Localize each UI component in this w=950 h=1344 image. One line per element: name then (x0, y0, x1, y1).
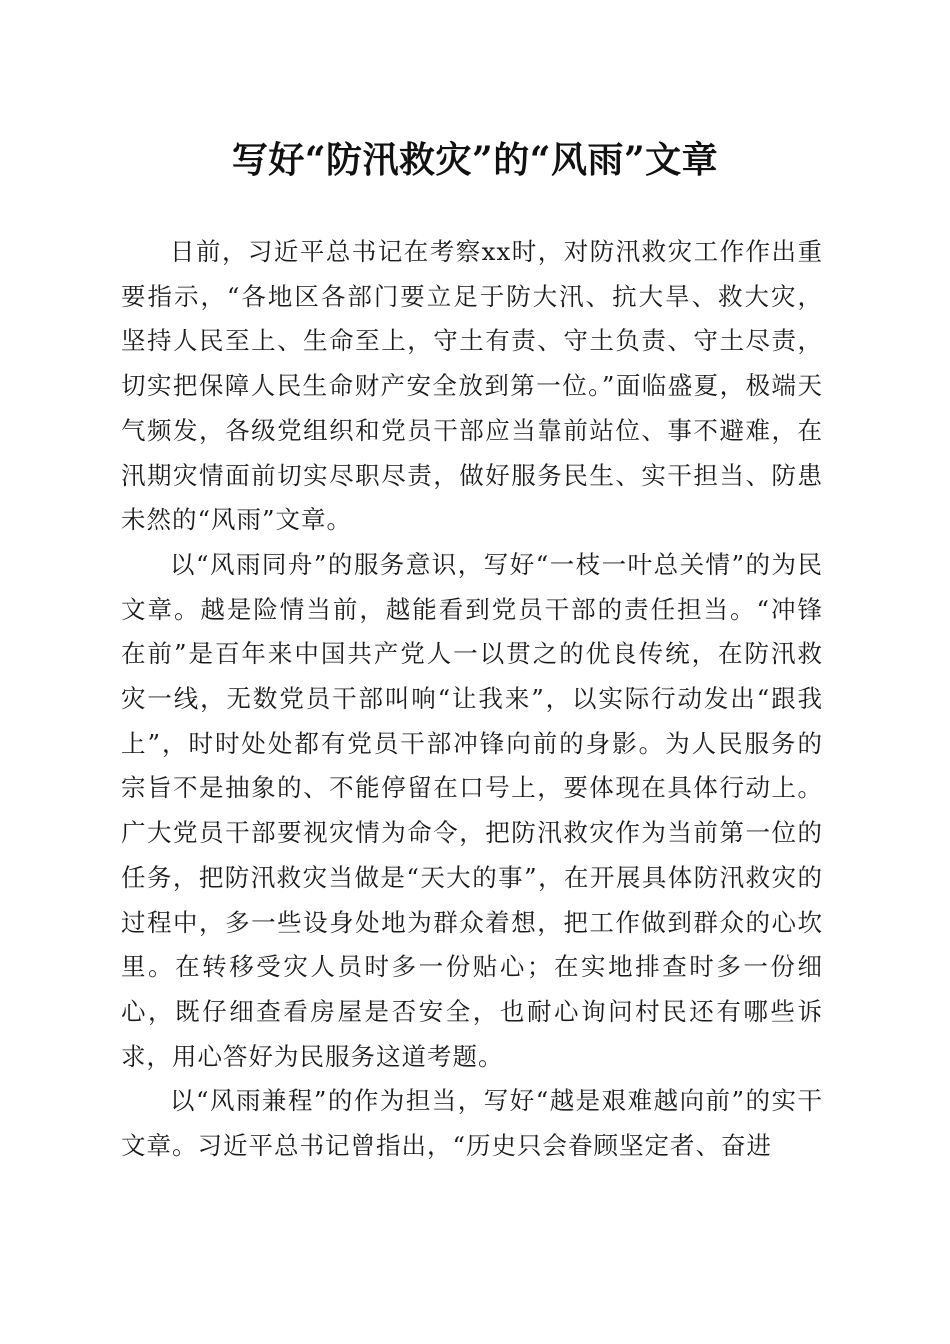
document-body (121, 230, 823, 1169)
paragraph-1: 日前，习近平总书记在考察xx时，对防汛救灾工作作出重要指示，“各地区各部门要立足于防大汛、抗大旱、救大灾，坚持人民至上、生命至上，守土有责、守土负责、守土尽责，切实把保障人民生命财产安全放到第一位。”面临盛夏，极端天气频发，各级党组织和党员干部应当靠前站位、事不避难，在汛期灾情面前切实尽职尽责，做好服务民生、实干担当、防患未然的“风雨”文章。 (121, 237, 823, 535)
paragraph-3: 以“风雨兼程”的作为担当，写好“越是艰难越向前”的实干文章。习近平总书记曾指出，“历史只会眷顾坚定者、奋进 (121, 1086, 823, 1161)
document-title: 写好“防汛救灾”的“风雨”文章 (231, 139, 719, 181)
paragraph-2: 以“风雨同舟”的服务意识，写好“一枝一叶总关情”的为民文章。越是险情当前，越能看到党员干部的责任担当。“冲锋在前”是百年来中国共产党人一以贯之的优良传统，在防汛救灾一线，无数党员干部叫响“让我来”，以实际行动发出“跟我上”，时时处处都有党员干部冲锋向前的身影。为人民服务的宗旨不是抽象的、不能停留在口号上，要体现在具体行动上。广大党员干部要视灾情为命令，把防汛救灾作为当前第一位的任务，把防汛救灾当做是“天大的事”，在开展具体防汛救灾的过程中，多一些设身处地为群众着想，把工作做到群众的心坎里。在转移受灾人员时多一份贴心；在实地排查时多一份细心，既仔细查看房屋是否安全，也耐心询问村民还有哪些诉求，用心答好为民服务这道考题。 (121, 549, 823, 1071)
